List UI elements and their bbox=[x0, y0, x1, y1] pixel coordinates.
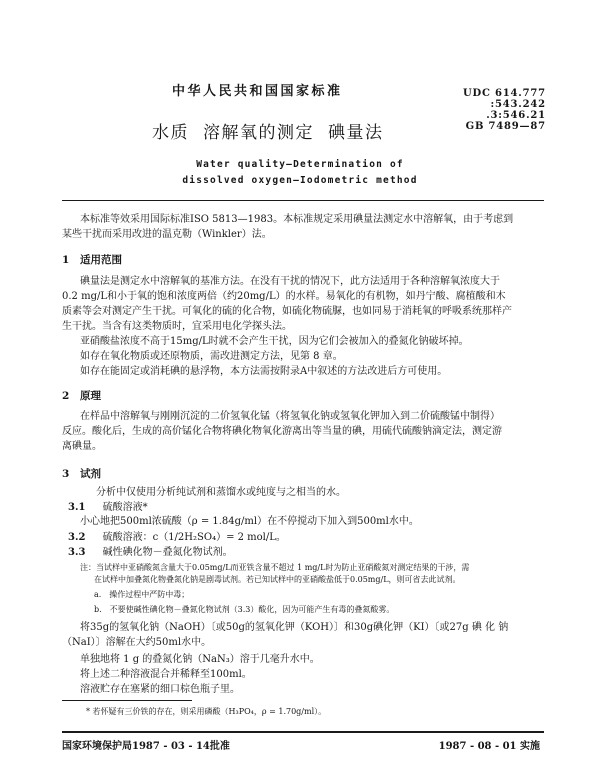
approval-date: 国家环境保护局1987 - 03 - 14批准 bbox=[62, 741, 230, 752]
note-block bbox=[80, 562, 469, 616]
english-title-line: dissolved oxygen—Iodometric method bbox=[182, 175, 418, 186]
text-line: 将上述二种溶液混合并稀释至100ml。 bbox=[80, 669, 252, 680]
section-number: 3 bbox=[62, 468, 70, 480]
note-line: 注：当试样中亚硝酸氮含量大于0.05mg/L而亚铁含量不超过 1 mg/L时为防止亚硝酸氮对测定结果的干涉，需 bbox=[80, 563, 470, 572]
udc-line: .3:546.21 bbox=[486, 110, 546, 121]
section-paragraph bbox=[80, 620, 508, 635]
section-paragraph bbox=[80, 274, 500, 289]
udc-line: :543.242 bbox=[490, 99, 546, 110]
section-title: 适用范围 bbox=[80, 254, 122, 266]
subsection-number: 3.3 bbox=[68, 547, 86, 558]
subsection-text: 碱性碘化物－叠氮化物试剂。 bbox=[102, 547, 233, 558]
footnote-divider bbox=[62, 700, 192, 701]
subsection-number: 3.1 bbox=[68, 502, 86, 513]
subsection-heading bbox=[68, 500, 148, 515]
section-heading bbox=[62, 388, 101, 403]
text-line: 将35g的氢氧化钠（NaOH）〔或50g的氢氧化钾（KOH）〕和30g碘化钾（KI）〔或27g 碘 化 钠 bbox=[80, 622, 509, 633]
text-line: 反应。酸化后，生成的高价锰化合物将碘化物氧化游离出等当量的碘，用硫代硫酸钠滴定法，测定游 bbox=[62, 426, 502, 437]
text-line: 溶液贮存在塞紧的细口棕色瓶子里。 bbox=[80, 684, 240, 695]
subsection-heading bbox=[68, 545, 233, 560]
text-line: 0.2 mg/L和小于氧的饱和浓度两倍（约20mg/L）的水样。易氧化的有机物，如丹宁酸、腐植酸和木 bbox=[62, 291, 506, 302]
section-heading bbox=[62, 466, 101, 481]
english-title bbox=[0, 157, 600, 189]
section-number: 1 bbox=[62, 254, 70, 266]
footnote: * 若怀疑有三价铁的存在，则采用磷酸（H₃PO₄，ρ = 1.70g/ml）。 bbox=[86, 707, 327, 716]
note-item: a. 操作过程中严防中毒； bbox=[94, 590, 190, 599]
note-line: 在试样中加叠氮化物叠氮化钠是剧毒试剂。若已知试样中的亚硝酸盐低于0.05mg/L，则可省去此试剂。 bbox=[94, 575, 461, 584]
standard-type: 中华人民共和国国家标准 bbox=[172, 84, 343, 99]
section-title: 原理 bbox=[80, 390, 101, 402]
section-paragraph bbox=[80, 652, 320, 697]
subsection-text bbox=[80, 514, 419, 529]
section-paragraph bbox=[96, 485, 346, 500]
text-line: （NaI）〕溶解在大约50ml水中。 bbox=[62, 637, 212, 648]
text-line: 离碘量。 bbox=[62, 441, 102, 452]
title-part: 水质 bbox=[152, 123, 189, 143]
text-line: 生干扰。当含有这类物质时，宜采用电化学探头法。 bbox=[62, 321, 292, 332]
text-line: 碘量法是测定水中溶解氧的基准方法。在没有干扰的情况下，此方法适用于各种溶解氧浓度大于 bbox=[80, 276, 500, 287]
gb-code: GB 7489—87 bbox=[465, 121, 546, 132]
text-line: 亚硝酸盐浓度不高于15mg/L时就不会产生干扰，因为它们会被加入的叠氮化钠破坏掉。 bbox=[80, 336, 469, 347]
text-line: 单独地将 1 g 的叠氮化钠（NaN₃）溶于几毫升水中。 bbox=[80, 654, 320, 665]
subsection-number: 3.2 bbox=[68, 532, 86, 543]
intro-paragraph bbox=[80, 212, 513, 227]
footer-divider bbox=[62, 731, 544, 733]
subsection-text: 硫酸溶液：c（1/2H₂SO₄）= 2 mol/L。 bbox=[102, 532, 286, 543]
text-line: 在样品中溶解氧与刚刚沉淀的二价氢氧化锰（将氢氧化钠或氢氧化钾加入到二价硫酸锰中制得） bbox=[80, 411, 500, 422]
udc-line: UDC 614.777 bbox=[463, 88, 546, 99]
text-line: 某些干扰而采用改进的温克勒（Winkler）法。 bbox=[62, 229, 272, 240]
subsection-heading bbox=[68, 530, 286, 545]
page-title bbox=[152, 118, 384, 143]
udc-code bbox=[463, 88, 546, 132]
text-line: 质素等会对测定产生干扰。可氧化的硫的化合物，如硫化物硫脲，也如同易于消耗氧的呼吸系统那样产 bbox=[62, 306, 512, 317]
text-line: 小心地把500ml浓硫酸（ρ = 1.84g/ml）在不停搅动下加入到500ml水中。 bbox=[80, 516, 419, 527]
section-title: 试剂 bbox=[80, 468, 101, 480]
text-line: 分析中仅使用分析纯试剂和蒸馏水或纯度与之相当的水。 bbox=[96, 487, 346, 498]
intro-paragraph-cont bbox=[62, 227, 272, 242]
section-paragraph bbox=[80, 409, 500, 424]
effective-date: 1987 - 08 - 01 实施 bbox=[438, 741, 540, 752]
title-part: 溶解氧的测定 bbox=[203, 123, 314, 143]
section-paragraph-cont bbox=[62, 635, 211, 650]
note-item: b. 不要使碱性碘化物－叠氮化物试剂（3.3）酸化，因为可能产生有毒的叠氮酸雾。 bbox=[94, 605, 395, 614]
section-number: 2 bbox=[62, 390, 70, 402]
text-line: 如存在氧化物质或还原物质，需改进测定方法，见第 8 章。 bbox=[80, 351, 343, 362]
english-title-line: Water quality—Determination of bbox=[196, 159, 404, 170]
header-divider bbox=[62, 200, 544, 201]
subsection-title: 硫酸溶液* bbox=[102, 502, 148, 513]
section-paragraph-cont bbox=[62, 289, 512, 334]
section-paragraph bbox=[80, 334, 469, 379]
text-line: 本标准等效采用国际标准ISO 5813—1983。本标准规定采用碘量法测定水中溶解氧，由于考虑到 bbox=[80, 214, 514, 225]
section-paragraph-cont bbox=[62, 424, 502, 454]
text-line: 如存在能固定或消耗碘的悬浮物，本方法需按附录A中叙述的方法改进后方可使用。 bbox=[80, 366, 448, 377]
title-part: 碘量法 bbox=[328, 123, 384, 143]
section-heading bbox=[62, 252, 122, 267]
